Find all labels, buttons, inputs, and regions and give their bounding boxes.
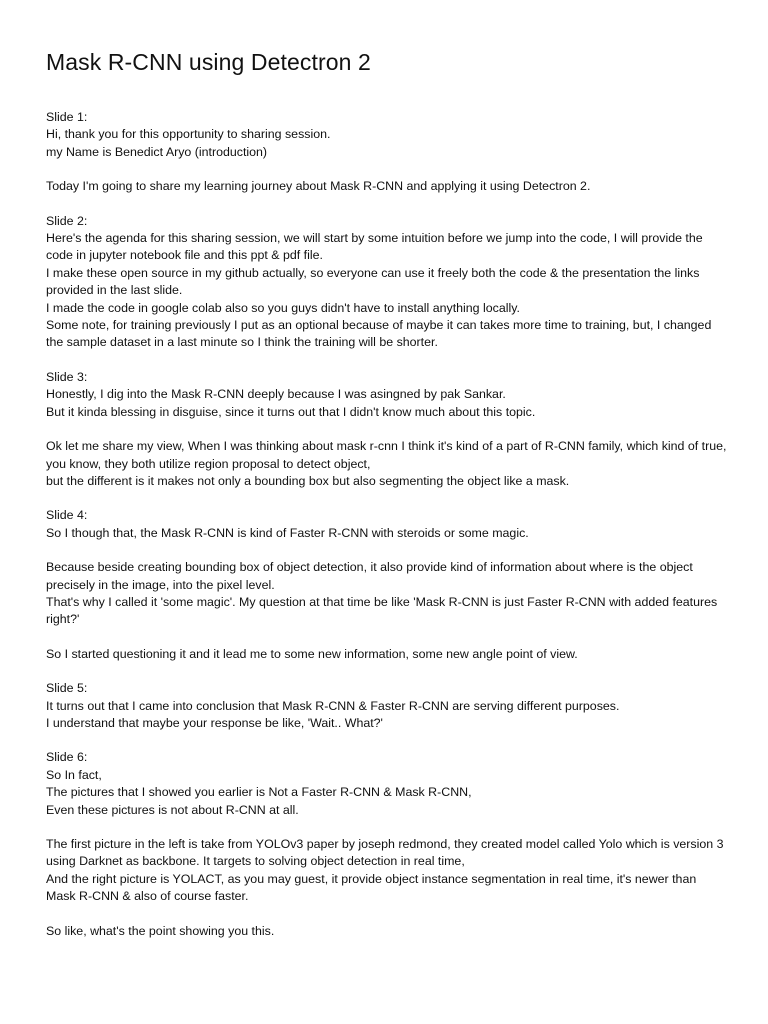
paragraph-block — [46, 507, 728, 542]
text-line: So like, what's the point showing you this. — [46, 923, 275, 938]
text-line: The first picture in the left is take from YOLOv3 paper by joseph redmond, they created model called Yolo which is version 3 using Darknet as backbone. It targets to solving object detection in real time, — [46, 837, 724, 869]
text-line: Slide 4: — [46, 508, 88, 523]
paragraph-block — [46, 680, 728, 732]
text-line: But it kinda blessing in disguise, since it turns out that I didn't know much about this topic. — [46, 404, 536, 419]
text-line: Because beside creating bounding box of object detection, it also provide kind of information about where is the object precisely in the image, into the pixel level. — [46, 560, 693, 592]
paragraph-block — [46, 559, 728, 629]
text-line: Slide 1: — [46, 110, 88, 124]
paragraph-block — [46, 923, 728, 940]
paragraph-block — [46, 438, 728, 490]
document-body — [46, 109, 728, 940]
paragraph-block — [46, 109, 728, 161]
text-line: Honestly, I dig into the Mask R-CNN deeply because I was asingned by pak Sankar. — [46, 387, 506, 402]
text-line: That's why I called it 'some magic'. My question at that time be like 'Mask R-CNN is just Faster R-CNN with added features right?' — [46, 594, 718, 627]
paragraph-block — [46, 369, 728, 421]
paragraph-block — [46, 646, 728, 663]
text-line: So I started questioning it and it lead me to some new information, some new angle point of view. — [46, 646, 578, 661]
text-line: Today I'm going to share my learning journey about Mask R-CNN and applying it using Detectron 2. — [46, 179, 591, 194]
text-line: Slide 3: — [46, 369, 88, 384]
text-line: Some note, for training previously I put as an optional because of maybe it can takes more time to training, but, I changed the sample dataset in a last minute so I think the training will be shorter. — [46, 318, 712, 350]
text-line: And the right picture is YOLACT, as you may guest, it provide object instance segmentation in real time, it's newer than Mask R-CNN & also of course faster. — [46, 871, 697, 904]
text-line: Ok let me share my view, When I was thinking about mask r-cnn I think it's kind of a part of R-CNN family, which kind of true, you know, they both utilize region proposal to detect object, — [46, 439, 727, 471]
text-line: It turns out that I came into conclusion that Mask R-CNN & Faster R-CNN are serving different purposes. — [46, 698, 620, 713]
paragraph-block — [46, 836, 728, 906]
text-line: Slide 6: — [46, 750, 88, 765]
text-line: my Name is Benedict Aryo (introduction) — [46, 144, 268, 159]
paragraph-block — [46, 178, 728, 195]
paragraph-block — [46, 749, 728, 819]
paragraph-block — [46, 213, 728, 352]
text-line: but the different is it makes not only a bounding box but also segmenting the object like a mask. — [46, 473, 570, 488]
text-line: The pictures that I showed you earlier is Not a Faster R-CNN & Mask R-CNN, — [46, 785, 472, 800]
text-line: Slide 5: — [46, 681, 88, 696]
text-line: I made the code in google colab also so you guys didn't have to install anything locally. — [46, 300, 520, 315]
text-line: Even these pictures is not about R-CNN at all. — [46, 802, 299, 817]
text-line: So In fact, — [46, 767, 102, 782]
document-title: Mask R-CNN using Detectron 2 — [46, 49, 371, 75]
text-line: Hi, thank you for this opportunity to sharing session. — [46, 127, 331, 142]
text-line: So I though that, the Mask R-CNN is kind of Faster R-CNN with steroids or some magic. — [46, 525, 529, 540]
text-line: Here's the agenda for this sharing session, we will start by some intuition before we jump into the code, I will provide the code in jupyter notebook file and this ppt & pdf file. — [46, 231, 703, 263]
text-line: I understand that maybe your response be like, 'Wait.. What?' — [46, 715, 383, 730]
text-line: I make these open source in my github actually, so everyone can use it freely both the code & the presentation the links provided in the last slide. — [46, 265, 700, 298]
text-line: Slide 2: — [46, 213, 88, 228]
